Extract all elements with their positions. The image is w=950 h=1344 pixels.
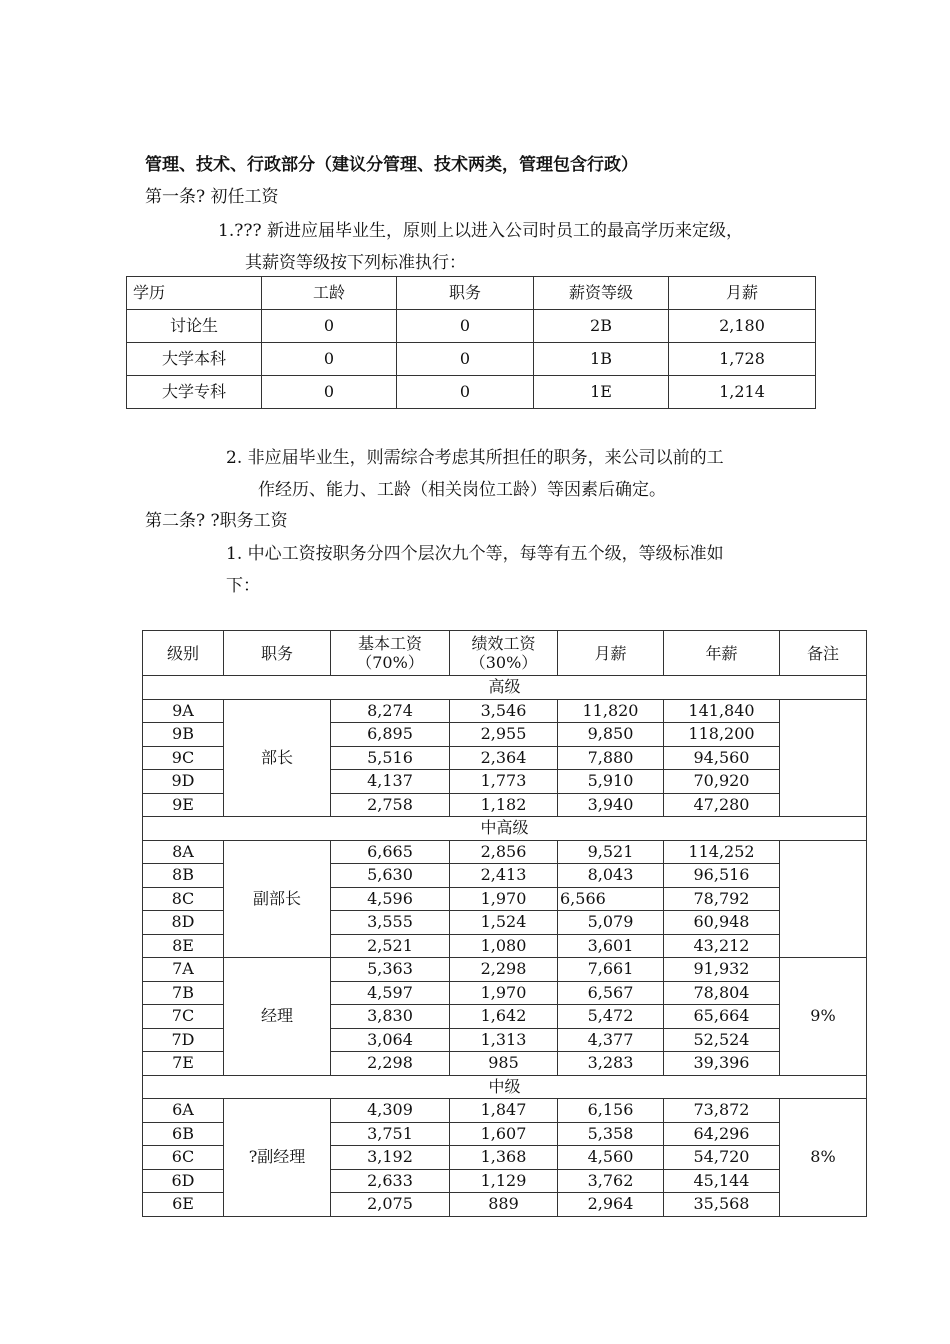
monthly-salary-cell: 4,377	[558, 1028, 664, 1052]
monthly-salary-cell: 7,661	[558, 958, 664, 982]
performance-salary-cell: 1,524	[450, 911, 558, 935]
performance-salary-cell: 2,298	[450, 958, 558, 982]
header-base-salary-label: 基本工资	[357, 634, 422, 653]
monthly-cell: 2,180	[669, 310, 816, 343]
performance-salary-cell: 1,313	[450, 1028, 558, 1052]
base-salary-cell: 5,630	[331, 864, 450, 888]
annual-salary-cell: 114,252	[664, 840, 780, 864]
base-salary-cell: 6,895	[331, 723, 450, 747]
table-row	[127, 343, 816, 376]
base-salary-cell: 4,596	[331, 887, 450, 911]
article1-item2-line2: 作经历、能力、工龄（相关岗位工龄）等因素后确定。	[258, 480, 666, 500]
base-salary-cell: 8,274	[331, 699, 450, 723]
annual-salary-cell: 70,920	[664, 770, 780, 794]
monthly-salary-cell: 2,964	[558, 1193, 664, 1217]
monthly-salary-cell: 5,472	[558, 1005, 664, 1029]
annual-salary-cell: 73,872	[664, 1099, 780, 1123]
monthly-salary-cell: 3,940	[558, 793, 664, 817]
performance-salary-cell: 2,413	[450, 864, 558, 888]
header-base-salary	[331, 631, 450, 676]
header-education: 学历	[127, 277, 262, 310]
education-cell: 大学本科	[127, 343, 262, 376]
position-cell: 0	[397, 310, 534, 343]
annual-salary-cell: 45,144	[664, 1169, 780, 1193]
table-row	[127, 310, 816, 343]
level-cell: 7A	[143, 958, 224, 982]
annual-salary-cell: 94,560	[664, 746, 780, 770]
base-salary-cell: 4,309	[331, 1099, 450, 1123]
header-position: 职务	[224, 631, 331, 676]
annual-salary-cell: 141,840	[664, 699, 780, 723]
performance-salary-cell: 1,182	[450, 793, 558, 817]
remarks-cell: 8%	[780, 1099, 867, 1217]
remarks-cell	[780, 699, 867, 817]
seniority-cell: 0	[262, 376, 397, 409]
performance-salary-cell: 2,364	[450, 746, 558, 770]
monthly-salary-cell: 3,762	[558, 1169, 664, 1193]
position-salary-table	[142, 630, 867, 1217]
table-row	[143, 958, 867, 982]
monthly-salary-cell: 6,156	[558, 1099, 664, 1123]
position-cell: 0	[397, 376, 534, 409]
level-cell: 8A	[143, 840, 224, 864]
article1-item1-line1: 1.??? 新进应届毕业生，原则上以进入公司时员工的最高学历来定级，	[218, 221, 743, 241]
grade-cell: 1B	[534, 343, 669, 376]
table-header-row	[127, 277, 816, 310]
grade-cell: 1E	[534, 376, 669, 409]
performance-salary-cell: 1,607	[450, 1122, 558, 1146]
education-cell: 讨论生	[127, 310, 262, 343]
article2-title: 第二条? ?职务工资	[145, 511, 288, 531]
level-cell: 6D	[143, 1169, 224, 1193]
annual-salary-cell: 54,720	[664, 1146, 780, 1170]
base-salary-cell: 3,192	[331, 1146, 450, 1170]
level-cell: 6C	[143, 1146, 224, 1170]
performance-salary-cell: 1,773	[450, 770, 558, 794]
level-cell: 6E	[143, 1193, 224, 1217]
level-cell: 9C	[143, 746, 224, 770]
monthly-salary-cell: 7,880	[558, 746, 664, 770]
level-cell: 9A	[143, 699, 224, 723]
base-salary-cell: 3,064	[331, 1028, 450, 1052]
header-performance-salary-label: 绩效工资	[471, 634, 536, 653]
monthly-salary-cell: 5,079	[558, 911, 664, 935]
base-salary-cell: 4,137	[331, 770, 450, 794]
seniority-cell: 0	[262, 343, 397, 376]
level-cell: 8B	[143, 864, 224, 888]
annual-salary-cell: 64,296	[664, 1122, 780, 1146]
header-remarks: 备注	[780, 631, 867, 676]
level-cell: 7E	[143, 1052, 224, 1076]
base-salary-cell: 3,751	[331, 1122, 450, 1146]
annual-salary-cell: 35,568	[664, 1193, 780, 1217]
article1-item2-line1: 2. 非应届毕业生，则需综合考虑其所担任的职务，来公司以前的工	[226, 448, 724, 468]
level-cell: 7D	[143, 1028, 224, 1052]
performance-salary-cell: 2,856	[450, 840, 558, 864]
table-row	[143, 1099, 867, 1123]
monthly-cell: 1,214	[669, 376, 816, 409]
monthly-salary-cell: 3,601	[558, 934, 664, 958]
initial-salary-table	[126, 276, 816, 409]
section-row	[143, 676, 867, 700]
performance-salary-cell: 985	[450, 1052, 558, 1076]
base-salary-cell: 3,830	[331, 1005, 450, 1029]
level-cell: 6A	[143, 1099, 224, 1123]
annual-salary-cell: 52,524	[664, 1028, 780, 1052]
annual-salary-cell: 60,948	[664, 911, 780, 935]
performance-salary-cell: 1,970	[450, 981, 558, 1005]
performance-salary-cell: 3,546	[450, 699, 558, 723]
annual-salary-cell: 78,804	[664, 981, 780, 1005]
annual-salary-cell: 96,516	[664, 864, 780, 888]
monthly-salary-cell: 9,521	[558, 840, 664, 864]
level-cell: 8D	[143, 911, 224, 935]
header-base-salary-pct: （70%）	[356, 653, 424, 672]
section-title: 高级	[143, 676, 867, 700]
header-level: 级别	[143, 631, 224, 676]
position-cell: 经理	[224, 958, 331, 1076]
header-performance-salary-pct: （30%）	[469, 653, 538, 672]
article1-item1-line2: 其薪资等级按下列标准执行：	[245, 253, 466, 273]
monthly-salary-cell: 5,910	[558, 770, 664, 794]
level-cell: 9B	[143, 723, 224, 747]
seniority-cell: 0	[262, 310, 397, 343]
monthly-salary-cell: 5,358	[558, 1122, 664, 1146]
performance-salary-cell: 1,080	[450, 934, 558, 958]
header-monthly-salary: 月薪	[669, 277, 816, 310]
base-salary-cell: 3,555	[331, 911, 450, 935]
header-position: 职务	[397, 277, 534, 310]
table-header-row	[143, 631, 867, 676]
monthly-salary-cell: 9,850	[558, 723, 664, 747]
annual-salary-cell: 65,664	[664, 1005, 780, 1029]
section-row	[143, 1075, 867, 1099]
performance-salary-cell: 1,970	[450, 887, 558, 911]
performance-salary-cell: 1,129	[450, 1169, 558, 1193]
position-cell: 部长	[224, 699, 331, 817]
remarks-cell: 9%	[780, 958, 867, 1076]
monthly-salary-cell: 6,567	[558, 981, 664, 1005]
monthly-salary-cell: 3,283	[558, 1052, 664, 1076]
table-row	[127, 376, 816, 409]
annual-salary-cell: 47,280	[664, 793, 780, 817]
performance-salary-cell: 889	[450, 1193, 558, 1217]
grade-cell: 2B	[534, 310, 669, 343]
level-cell: 8E	[143, 934, 224, 958]
performance-salary-cell: 2,955	[450, 723, 558, 747]
annual-salary-cell: 78,792	[664, 887, 780, 911]
monthly-salary-cell: 8,043	[558, 864, 664, 888]
education-cell: 大学专科	[127, 376, 262, 409]
base-salary-cell: 4,597	[331, 981, 450, 1005]
section-row	[143, 817, 867, 841]
header-annual-salary: 年薪	[664, 631, 780, 676]
base-salary-cell: 2,633	[331, 1169, 450, 1193]
monthly-salary-cell: 6,566	[558, 887, 664, 911]
monthly-cell: 1,728	[669, 343, 816, 376]
annual-salary-cell: 118,200	[664, 723, 780, 747]
article2-item1-line2: 下：	[226, 576, 260, 596]
document-heading: 管理、技术、行政部分（建议分管理、技术两类，管理包含行政）	[145, 155, 638, 175]
base-salary-cell: 2,075	[331, 1193, 450, 1217]
performance-salary-cell: 1,847	[450, 1099, 558, 1123]
header-seniority: 工龄	[262, 277, 397, 310]
position-cell: 0	[397, 343, 534, 376]
position-cell: ?副经理	[224, 1099, 331, 1217]
base-salary-cell: 6,665	[331, 840, 450, 864]
level-cell: 7B	[143, 981, 224, 1005]
monthly-salary-cell: 11,820	[558, 699, 664, 723]
header-performance-salary	[450, 631, 558, 676]
performance-salary-cell: 1,642	[450, 1005, 558, 1029]
section-title: 中级	[143, 1075, 867, 1099]
annual-salary-cell: 91,932	[664, 958, 780, 982]
level-cell: 8C	[143, 887, 224, 911]
base-salary-cell: 2,758	[331, 793, 450, 817]
base-salary-cell: 5,516	[331, 746, 450, 770]
annual-salary-cell: 43,212	[664, 934, 780, 958]
base-salary-cell: 2,521	[331, 934, 450, 958]
position-cell: 副部长	[224, 840, 331, 958]
level-cell: 6B	[143, 1122, 224, 1146]
article2-item1-line1: 1. 中心工资按职务分四个层次九个等，每等有五个级，等级标准如	[226, 544, 724, 564]
base-salary-cell: 2,298	[331, 1052, 450, 1076]
annual-salary-cell: 39,396	[664, 1052, 780, 1076]
table-row	[143, 699, 867, 723]
article1-title: 第一条? 初任工资	[145, 187, 279, 207]
table-row	[143, 840, 867, 864]
remarks-cell	[780, 840, 867, 958]
level-cell: 9E	[143, 793, 224, 817]
base-salary-cell: 5,363	[331, 958, 450, 982]
header-monthly-salary: 月薪	[558, 631, 664, 676]
header-salary-grade: 薪资等级	[534, 277, 669, 310]
performance-salary-cell: 1,368	[450, 1146, 558, 1170]
level-cell: 9D	[143, 770, 224, 794]
position-salary-table-body	[143, 676, 867, 1217]
level-cell: 7C	[143, 1005, 224, 1029]
monthly-salary-cell: 4,560	[558, 1146, 664, 1170]
section-title: 中高级	[143, 817, 867, 841]
